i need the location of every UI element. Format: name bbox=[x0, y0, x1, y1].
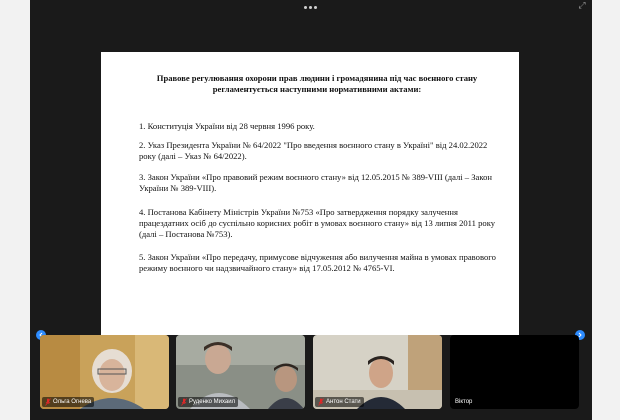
slide-title: Правове регулювання охорони прав людини і громадянина під час воєнного стану регламентується наступними нормативними актами: bbox=[156, 73, 478, 94]
meeting-window bbox=[30, 0, 592, 420]
participant-name: Антон Стати bbox=[326, 399, 361, 405]
participant-tile[interactable] bbox=[176, 335, 305, 409]
participant-name: Руденко Михаил bbox=[189, 399, 236, 405]
view-toggle-icon[interactable]: ⤢ bbox=[578, 0, 586, 10]
participant-name-tag bbox=[315, 397, 364, 407]
mic-muted-icon bbox=[181, 398, 187, 406]
legal-act-item: 3. Закон України «Про правовий режим воєнного стану» від 12.05.2015 № 389-VIII (далі – Закон України № 389-VIII). bbox=[139, 172, 492, 193]
participant-tile[interactable] bbox=[40, 335, 169, 409]
participant-name: Віктор bbox=[455, 399, 473, 405]
legal-act-item: 1. Конституція України від 28 червня 1996 року. bbox=[139, 121, 315, 131]
legal-act-item: 4. Постанова Кабінету Міністрів України №753 «Про затвердження порядку залучення працездатних осіб до суспільно корисних робіт в умовах воєнного стану» від 13 липня 2011 року (далі – Постанова №753). bbox=[139, 207, 496, 239]
participant-tile[interactable] bbox=[313, 335, 442, 409]
mic-muted-icon bbox=[318, 398, 324, 406]
legal-act-item: 5. Закон України «Про передачу, примусове відчуження або вилучення майна в умовах правового режиму воєнного чи надзвичайного стану» від 17.05.2012 № 4765-VI. bbox=[139, 252, 496, 273]
participant-tile[interactable] bbox=[450, 335, 579, 409]
participant-name: Ольга Огнева bbox=[53, 399, 92, 405]
participant-gallery bbox=[30, 333, 592, 413]
shared-screen-slide bbox=[101, 52, 519, 335]
participant-name-tag bbox=[178, 397, 238, 407]
mic-muted-icon bbox=[45, 398, 51, 406]
participant-name-tag bbox=[42, 397, 94, 407]
legal-act-item: 2. Указ Президента України № 64/2022 "Про введення воєнного стану в Україні" від 24.02.2022 року (далі – Указ № 64/2022). bbox=[139, 140, 488, 161]
participant-name-tag bbox=[452, 397, 475, 407]
more-options-icon[interactable] bbox=[298, 2, 322, 12]
